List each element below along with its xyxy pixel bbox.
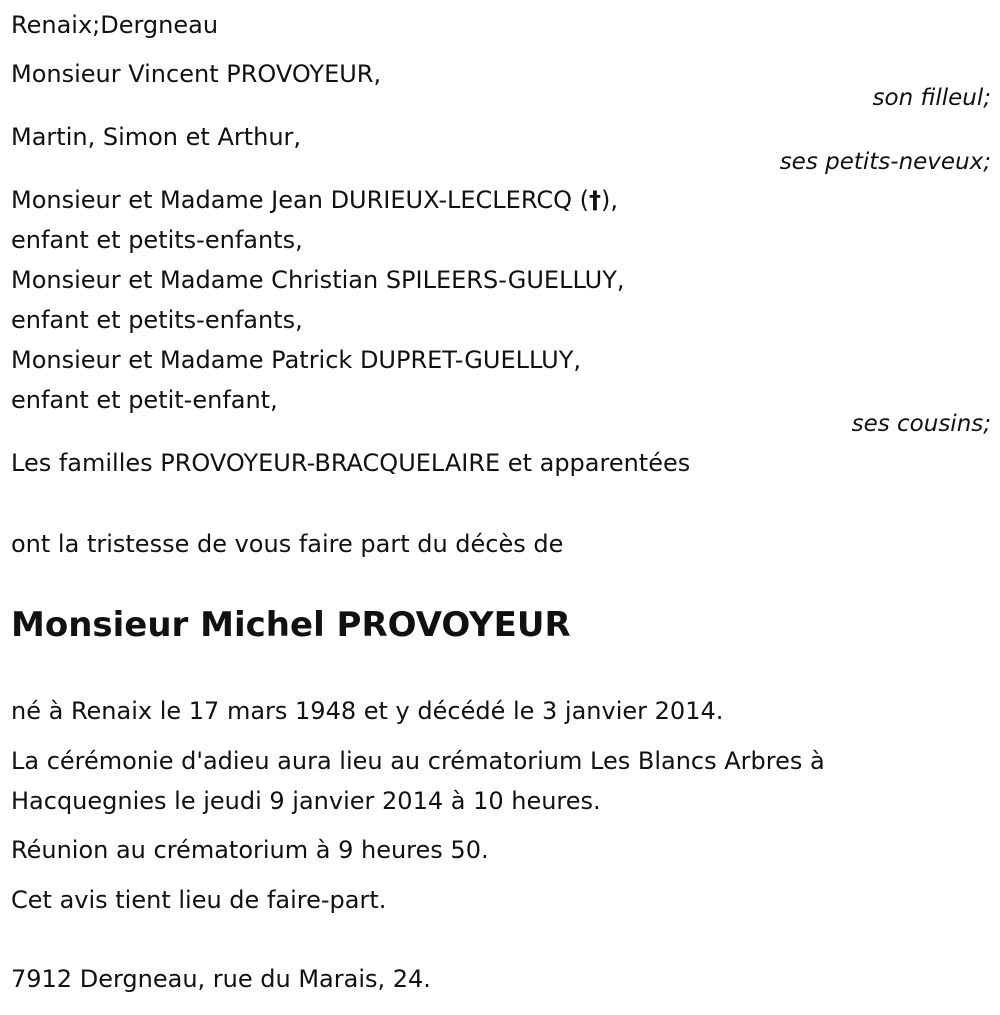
family-line-filleul: Monsieur Vincent PROVOYEUR,: [11, 60, 382, 88]
meeting-line: Réunion au crématorium à 9 heures 50.: [11, 836, 489, 864]
family-line-families: Les familles PROVOYEUR-BRACQUELAIRE et apparentées: [11, 449, 691, 477]
ceremony-line-1: La cérémonie d'adieu aura lieu au crématorium Les Blancs Arbres à: [11, 747, 825, 775]
places-header: Renaix;Dergneau: [11, 11, 219, 39]
durieux-close: ),: [600, 186, 618, 214]
family-line-durieux-children: enfant et petits-enfants,: [11, 226, 303, 254]
birth-death-line: né à Renaix le 17 mars 1948 et y décédé le 3 janvier 2014.: [11, 697, 724, 725]
address-line: 7912 Dergneau, rue du Marais, 24.: [11, 965, 431, 993]
family-line-durieux: [11, 180, 618, 220]
announcement-intro: ont la tristesse de vous faire part du décès de: [11, 530, 564, 558]
family-line-dupret: Monsieur et Madame Patrick DUPRET-GUELLUY,: [11, 346, 582, 374]
ceremony-line-2: Hacquegnies le jeudi 9 janvier 2014 à 10 heures.: [11, 787, 601, 815]
notice-line: Cet avis tient lieu de faire-part.: [11, 886, 387, 914]
family-line-spileers-children: enfant et petits-enfants,: [11, 306, 303, 334]
family-line-spileers: Monsieur et Madame Christian SPILEERS-GUELLUY,: [11, 266, 625, 294]
family-line-petits-neveux: Martin, Simon et Arthur,: [11, 123, 302, 151]
family-line-dupret-children: enfant et petit-enfant,: [11, 386, 278, 414]
relation-cousins: ses cousins;: [851, 411, 991, 437]
deceased-name: Monsieur Michel PROVOYEUR: [11, 605, 571, 645]
relation-son-filleul: son filleul;: [872, 85, 991, 111]
durieux-name: Monsieur et Madame Jean DURIEUX-LECLERCQ (: [11, 186, 589, 214]
deceased-cross-icon: †: [588, 186, 601, 214]
relation-petits-neveux: ses petits-neveux;: [779, 149, 991, 175]
